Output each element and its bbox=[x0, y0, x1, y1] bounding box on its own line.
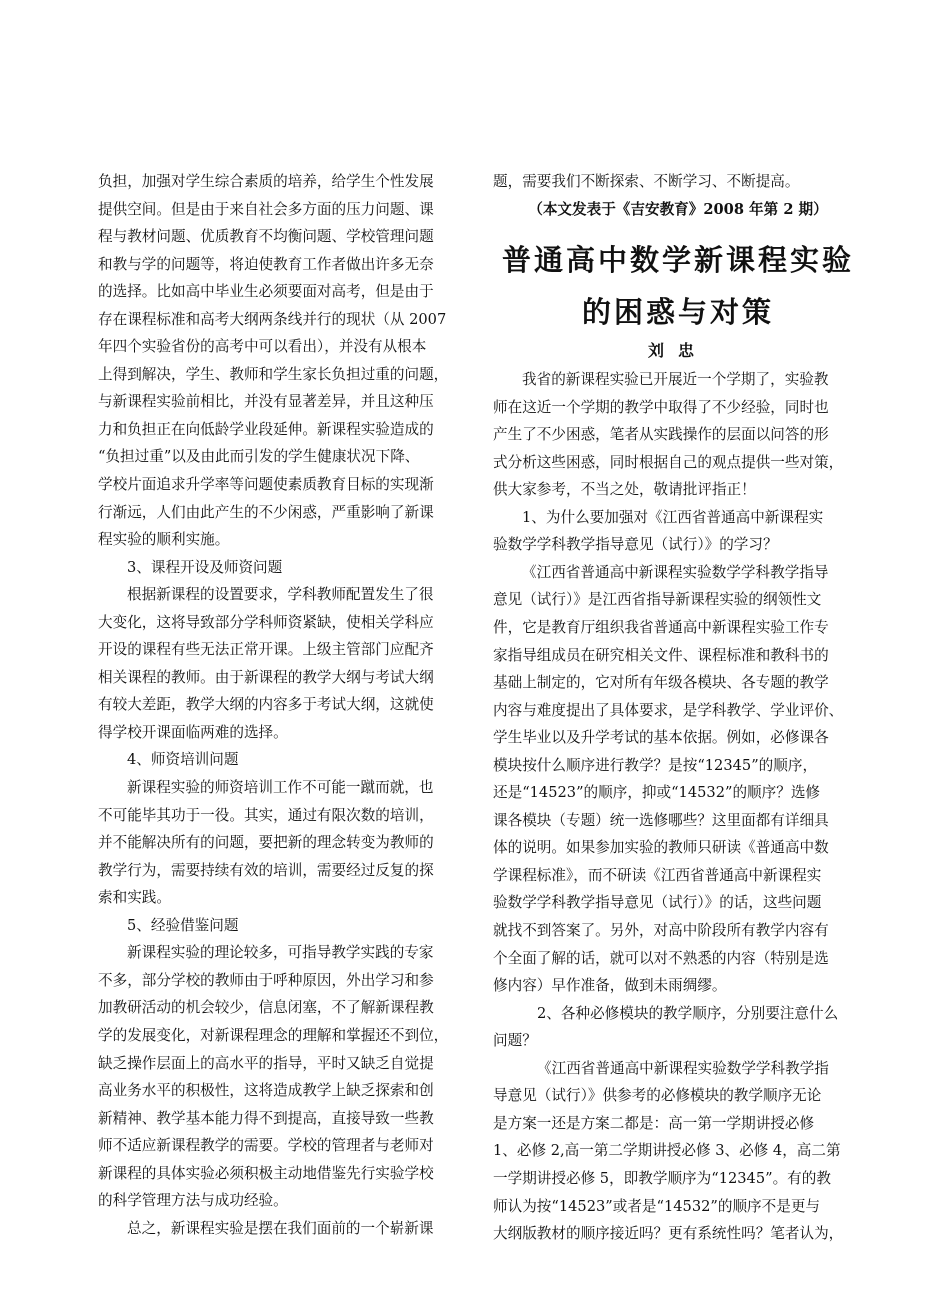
text-line: 是方案一还是方案二都是：高一第一学期讲授必修 bbox=[493, 1114, 815, 1132]
text-line: 体的说明。如果参加实验的教师只研读《普通高中数 bbox=[493, 839, 829, 857]
paragraph-3 bbox=[98, 581, 463, 746]
text-line: 大纲版教材的顺序接近吗？更有系统性吗？笔者认为， bbox=[493, 1225, 844, 1243]
section-5-heading: 5、经验借鉴问题 bbox=[127, 916, 239, 934]
text-line: 就找不到答案了。另外，对高中阶段所有教学内容有 bbox=[493, 922, 829, 940]
section-3-heading: 3、课程开设及师资问题 bbox=[127, 558, 283, 576]
text-line: 还是“14523”的顺序，抑或“14532”的顺序？选修 bbox=[493, 784, 821, 802]
question-1 bbox=[493, 504, 863, 559]
text-line: 问题？ bbox=[493, 1032, 537, 1050]
question-2 bbox=[493, 1000, 863, 1055]
text-line: 新课程实验的师资培训工作不可能一蹴而就，也 bbox=[127, 779, 434, 797]
article-title-line-2: 的困惑与对策 bbox=[581, 295, 774, 330]
text-line: 不多，部分学校的教师由于呼种原因，外出学习和参 bbox=[98, 971, 434, 989]
answer-2 bbox=[493, 1055, 863, 1248]
text-line: 1、为什么要加强对《江西省普通高中新课程实 bbox=[522, 508, 824, 526]
text-line: 验数学学科教学指导意见（试行）》的话，这些问题 bbox=[493, 894, 822, 912]
text-line: 上得到解决，学生、教师和学生家长负担过重的问题， bbox=[98, 365, 449, 383]
text-line: 供大家参考，不当之处，敬请批评指正！ bbox=[493, 481, 756, 499]
paragraph-5 bbox=[98, 939, 463, 1214]
section-4-heading: 4、师资培训问题 bbox=[127, 751, 239, 769]
text-line: 个全面了解的话，就可以对不熟悉的内容（特别是选 bbox=[493, 949, 829, 967]
text-line: 大变化，这将导致部分学科师资紧缺，使相关学科应 bbox=[98, 613, 434, 631]
text-line: 教学行为，需要持续有效的培训，需要经过反复的探 bbox=[98, 861, 434, 879]
article-title-line-1: 普通高中数学新课程实验 bbox=[501, 243, 854, 278]
text-line: 存在课程标准和高考大纲两条线并行的现状（从 2007 bbox=[98, 310, 447, 328]
text-line: 《江西省普通高中新课程实验数学学科教学指 bbox=[537, 1059, 829, 1077]
intro-paragraph bbox=[493, 366, 863, 504]
text-line: 力和负担正在向低龄学业段延伸。新课程实验造成的 bbox=[98, 420, 434, 438]
text-line: 不可能毕其功于一役。其实，通过有限次数的培训， bbox=[98, 806, 434, 824]
text-line: 提供空间。但是由于来自社会多方面的压力问题、课 bbox=[98, 200, 434, 218]
text-line: 学校片面追求升学率等问题使素质教育目标的实现渐 bbox=[98, 476, 434, 494]
text-line: 并不能解决所有的问题，要把新的理念转变为教师的 bbox=[98, 834, 434, 852]
text-line: 总之，新课程实验是摆在我们面前的一个崭新课 bbox=[127, 1219, 434, 1237]
text-line: 程实验的顺利实施。 bbox=[98, 531, 230, 549]
author-name: 刘忠 bbox=[647, 341, 708, 361]
paragraph-6 bbox=[98, 1215, 463, 1243]
text-line: 式分析这些困惑，同时根据自己的观点提供一些对策， bbox=[493, 453, 844, 471]
text-line: 索和实践。 bbox=[98, 889, 171, 907]
text-line: 1、必修 2,高一第二学期讲授必修 3、必修 4，高二第 bbox=[493, 1142, 841, 1160]
text-line: 年四个实验省份的高考中可以看出），并没有从根本 bbox=[98, 338, 427, 356]
text-line: 行渐远，人们由此产生的不少闲惑，严重影响了新课 bbox=[98, 503, 434, 521]
text-line: 件，它是教育厅组织我省普通高中新课程实验工作专 bbox=[493, 619, 829, 637]
text-line: 2、各种必修模块的教学顺序，分别要注意什么 bbox=[537, 1004, 839, 1022]
text-line: 题，需要我们不断探索、不断学习、不断提高。 bbox=[493, 173, 800, 190]
paragraph-4 bbox=[98, 774, 463, 912]
text-line: 负担，加强对学生综合素质的培养，给学生个性发展 bbox=[98, 173, 434, 190]
text-line: 师不适应新课程教学的需要。学校的管理者与老师对 bbox=[98, 1137, 434, 1155]
text-line: 开设的课程有些无法正常开课。上级主管部门应配齐 bbox=[98, 641, 434, 659]
text-line: 学课程标准》，而不研读《江西省普通高中新课程实 bbox=[493, 866, 822, 884]
text-line: 导意见（试行）》供参考的必修模块的教学顺序无论 bbox=[493, 1087, 822, 1105]
text-line: 根据新课程的设置要求，学科教师配置发生了很 bbox=[127, 586, 434, 604]
text-line: 加教研活动的机会较少，信息闭塞，不了解新课程教 bbox=[98, 999, 434, 1017]
text-line: 有较大差距，教学大纲的内容多于考试大纲，这就使 bbox=[98, 696, 434, 714]
text-line: 的科学管理方法与成功经验。 bbox=[98, 1192, 288, 1210]
text-line: 基础上制定的，它对所有年级各模块、各专题的教学 bbox=[493, 674, 829, 692]
text-line: 的选择。比如高中毕业生必须要面对高考，但是由于 bbox=[98, 283, 434, 301]
text-line: 学的发展变化，对新课程理念的理解和掌握还不到位， bbox=[98, 1026, 449, 1044]
text-line: 一学期讲授必修 5，即教学顺序为“12345”。有的教 bbox=[493, 1169, 831, 1187]
text-line: 修内容）早作准备，做到未雨绸缪。 bbox=[493, 977, 727, 995]
text-line: 新课程的具体实验必须积极主动地借鉴先行实验学校 bbox=[98, 1164, 434, 1182]
text-line: 产生了不少困惑，笔者从实践操作的层面以问答的形 bbox=[493, 426, 829, 444]
text-line: 与新课程实验前相比，并没有显著差异，并且这种压 bbox=[98, 393, 434, 411]
text-line: 内容与难度提出了具体要求，是学科教学、学业评价、 bbox=[493, 701, 844, 719]
right-column bbox=[493, 168, 863, 1248]
text-line: 新课程实验的理论较多，可指导教学实践的专家 bbox=[127, 944, 434, 962]
text-line: 《江西省普通高中新课程实验数学学科教学指导 bbox=[522, 563, 829, 581]
text-line: 程与教材问题、优质教育不均衡问题、学校管理问题 bbox=[98, 228, 434, 246]
text-line: 学生毕业以及升学考试的基本依据。例如，必修课各 bbox=[493, 729, 829, 747]
text-line: 模块按什么顺序进行教学？是按“12345”的顺序， bbox=[493, 756, 818, 774]
text-line: 我省的新课程实验已开展近一个学期了，实验教 bbox=[522, 371, 829, 389]
text-line: 意见（试行）》是江西省指导新课程实验的纲领性文 bbox=[493, 591, 822, 609]
text-line: 课各模块（专题）统一选修哪些？这里面都有详细具 bbox=[493, 811, 829, 829]
text-line: 得学校开课面临两难的选择。 bbox=[98, 723, 288, 741]
answer-1 bbox=[493, 559, 863, 1000]
text-line: 高业务水平的积极性，这将造成教学上缺乏探索和创 bbox=[98, 1082, 434, 1100]
text-line: 家指导组成员在研究相关文件、课程标准和教科书的 bbox=[493, 646, 829, 664]
continuation-paragraph bbox=[493, 168, 863, 196]
text-line: 新精神、教学基本能力得不到提高，直接导致一些教 bbox=[98, 1109, 434, 1127]
text-line: 相关课程的教师。由于新课程的教学大纲与考试大纲 bbox=[98, 668, 434, 686]
text-line: 验数学学科教学指导意见（试行）》的学习？ bbox=[493, 536, 778, 554]
text-line: 师在这近一个学期的教学中取得了不少经验，同时也 bbox=[493, 398, 829, 416]
left-column bbox=[98, 168, 463, 1242]
text-line: 缺乏操作层面上的高水平的指导，平时又缺乏自觉提 bbox=[98, 1054, 434, 1072]
text-line: 师认为按“14523”或者是“14532”的顺序不是更与 bbox=[493, 1197, 821, 1215]
text-line: “负担过重”以及由此而引发的学生健康状况下降、 bbox=[98, 448, 420, 466]
paragraph-1 bbox=[98, 168, 463, 554]
text-line: 和教与学的问题等，将迫使教育工作者做出许多无奈 bbox=[98, 255, 434, 273]
source-note: （本文发表于《吉安教育》2008 年第 2 期） bbox=[528, 200, 828, 218]
